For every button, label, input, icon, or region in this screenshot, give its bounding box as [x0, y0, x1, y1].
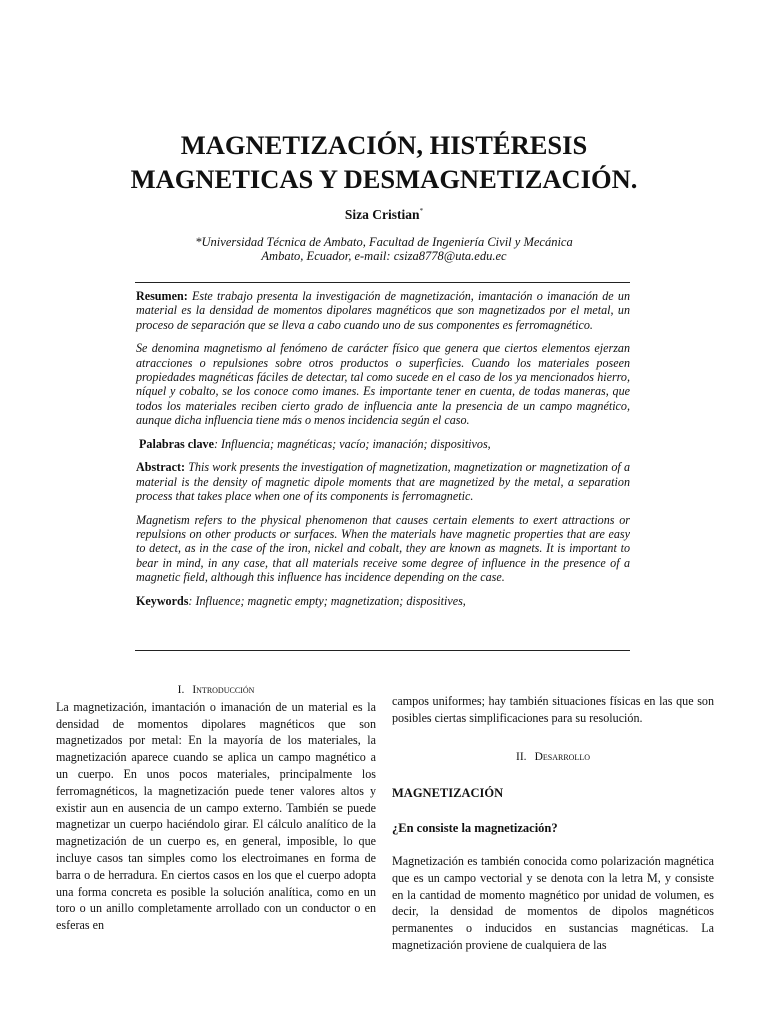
affiliation-line-2: Ambato, Ecuador, e-mail: csiza8778@uta.edu.ec [261, 249, 507, 263]
keywords [136, 594, 630, 608]
keywords-text: : Influence; magnetic empty; magnetization; dispositives, [188, 593, 466, 608]
resumen-text: Este trabajo presenta la investigación de magnetización, imantación o imanación de un material es la densidad de momentos dipolares magnéticos que son magnetizados por el metal, un proceso de separación que se lleva a cabo cuando uno de sus componentes es ferromagnético. [136, 289, 630, 332]
subsection-heading: MAGNETIZACIÓN [392, 786, 504, 801]
palabras-clave [136, 437, 630, 451]
author-name: Siza Cristian [344, 207, 420, 222]
resumen-paragraph-2: Se denomina magnetismo al fenómeno de carácter físico que genera que ciertos elementos ejerzan atracciones o repulsiones sobre otros productos o superficies. Cuando los materiales poseen propiedades magnéticas fáciles de detectar, tal como sucede en el caso de los ya mencionados hierro, níquel y cobalto, se los conoce como imanes. Es importante tener en cuenta, de todas maneras, que todos los materiales reciben cierto grado de influencia ante la presencia de un campo magnético, aunque dicha influencia tiene más o menos incidencia según el caso. [136, 341, 630, 427]
section-title: Desarrollo [534, 750, 590, 763]
palabras-label: Palabras clave [139, 436, 214, 451]
abstract-label: Abstract: [136, 460, 186, 475]
section-heading-desarrollo [392, 749, 714, 766]
abstract-bottom-rule [135, 650, 630, 651]
magnetizacion-body: Magnetización es también conocida como polarización magnética que es un campo vectorial y se denota con la letra M, y consiste en la cantidad de momento magnético por unidad de volumen, es decir, la densidad de momentos de dipolos magnéticos permanentes o inducidos en sustancias magnéticas. La magnetización proviene de cualquiera de las [392, 853, 714, 952]
title-line-2: MAGNETICAS Y DESMAGNETIZACIÓN. [130, 164, 638, 194]
keywords-label: Keywords [136, 593, 189, 608]
abstract-top-rule [135, 282, 630, 283]
palabras-text: : Influencia; magnéticas; vacío; imanación; dispositivos, [213, 436, 491, 451]
affiliation [0, 235, 768, 263]
abstract-block [136, 289, 630, 618]
resumen-label: Resumen: [136, 289, 188, 303]
paper-title [60, 128, 708, 196]
abstract-paragraph-2: Magnetism refers to the physical phenomenon that causes certain elements to exert attractions or repulsions on other products or surfaces. When the materials have magnetic properties that are easy to detect, as in the case of the iron, nickel and cobalt, they are known as magnets. It is important to bear in mind, in any case, that all materials receive some degree of influence in the presence of a magnetic field, although this influence has incidence depending on the case. [136, 512, 630, 585]
affiliation-line-1: *Universidad Técnica de Ambato, Facultad de Ingeniería Civil y Mecánica [195, 235, 573, 249]
intro-continuation: campos uniformes; hay también situaciones físicas en las que son posibles ciertas simplificaciones para su resolución. [392, 694, 714, 725]
section-number: I. [177, 684, 185, 696]
resumen-paragraph [136, 289, 630, 332]
section-title: Introducción [192, 684, 255, 696]
question-heading: ¿En consiste la magnetización? [392, 821, 558, 836]
right-column [392, 693, 714, 954]
section-heading-intro [56, 682, 376, 699]
section-number: II. [516, 750, 527, 763]
author [0, 207, 768, 223]
title-line-1: MAGNETIZACIÓN, HISTÉRESIS [180, 130, 588, 160]
left-column [56, 682, 376, 934]
author-mark: * [419, 207, 424, 215]
intro-body: La magnetización, imantación o imanación de un material es la densidad de momentos dipolares magnéticos que son magnetizados por metal: En la mayoría de los materiales, la magnetización aparece cuando se aplica un campo magnético a un cuerpo. En unos pocos materiales, principalmente los ferromagnéticos, la magnetización puede tener valores altos y existir aun en ausencia de un campo externo. También se puede magnetizar un cuerpo haciéndolo girar. El cálculo analítico de la magnetización de un cuerpo es, en general, imposible, lo que incluye casos tan simples como los electroimanes en forma de barra o de herradura. En ciertos casos en los que el cuerpo adopta una forma concreta es posible la solución analítica, como en un toro o un anillo completamente arrollado con un conductor o en esferas en [56, 699, 376, 933]
abstract-paragraph [136, 460, 630, 503]
abstract-text: This work presents the investigation of magnetization, magnetization or magnetization of a material is the density of magnetic dipole moments that are magnetized by the metal, a separation process that takes place when one of its components is ferromagnetic. [136, 460, 630, 504]
